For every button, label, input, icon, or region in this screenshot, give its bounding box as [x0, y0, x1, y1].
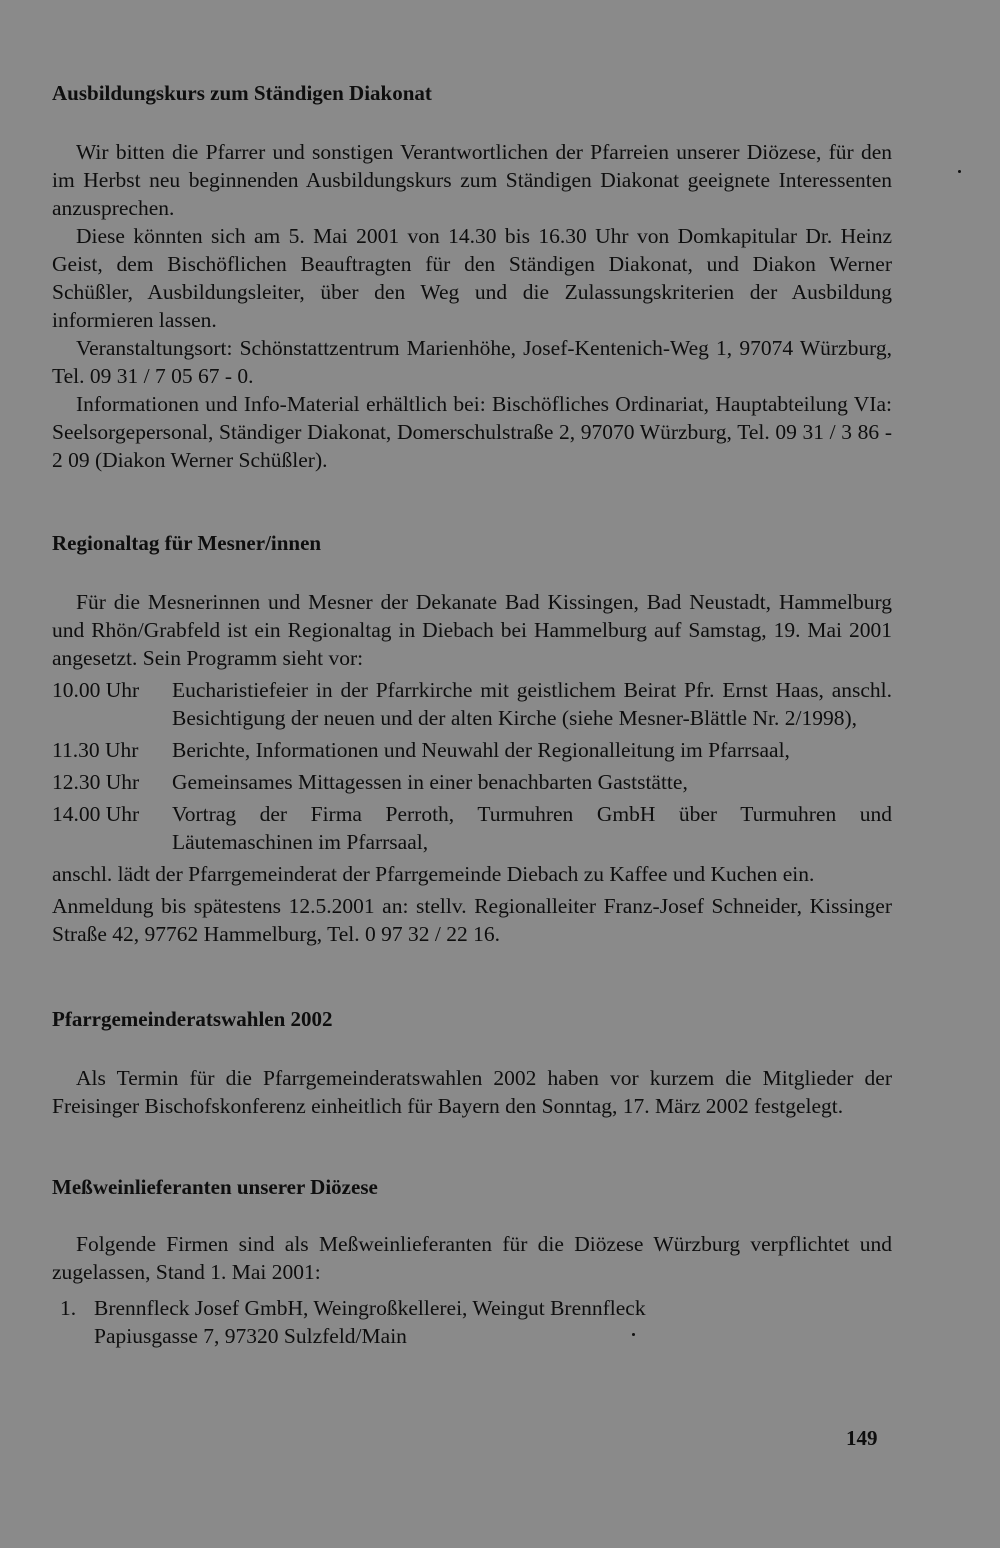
paragraph: Für die Mesnerinnen und Mesner der Dekanate Bad Kissingen, Bad Neustadt, Hammelburg und Rhön/Grabfeld ist ein Regionaltag in Diebach bei Hammelburg auf Samstag, 19. Mai 2001 angesetzt. Sein Programm sieht vor:	[52, 590, 892, 670]
section-diakonat	[52, 78, 892, 474]
paragraph: Als Termin für die Pfarrgemeinderatswahlen 2002 haben vor kurzem die Mitglieder der Freisinger Bischofskonferenz einheitlich für Bayern den Sonntag, 17. März 2002 festgelegt.	[52, 1066, 892, 1118]
section-heading: Pfarrgemeinderatswahlen 2002	[52, 1007, 333, 1031]
list-line: Papiusgasse 7, 97320 Sulzfeld/Main	[94, 1324, 407, 1348]
section-heading: Meßweinlieferanten unserer Diözese	[52, 1175, 378, 1199]
document-page	[52, 78, 892, 1350]
paragraph: Veranstaltungsort: Schönstattzentrum Marienhöhe, Josef-Kentenich-Weg 1, 97074 Würzburg, Tel. 09 31 / 7 05 67 - 0.	[52, 336, 892, 388]
schedule-row	[52, 736, 892, 764]
speck-mark	[958, 170, 961, 173]
page-number: 149	[846, 1426, 878, 1450]
schedule-text: Gemeinsames Mittagessen in einer benachbarten Gaststätte,	[172, 770, 688, 794]
section-heading: Ausbildungskurs zum Ständigen Diakonat	[52, 81, 432, 105]
schedule-time: 11.30 Uhr	[52, 738, 139, 762]
schedule-time: 12.30 Uhr	[52, 770, 140, 794]
schedule-text: Eucharistiefeier in der Pfarrkirche mit geistlichem Beirat Pfr. Ernst Haas, anschl. Besichtigung der neuen und der alten Kirche (siehe Mesner-Blättle Nr. 2/1998),	[172, 678, 892, 730]
speck-mark	[632, 1333, 635, 1336]
schedule-text: Vortrag der Firma Perroth, Turmuhren GmbH über Turmuhren und Läutemaschinen im Pfarrsaal,	[172, 802, 892, 854]
section-regionaltag	[52, 528, 892, 948]
paragraph: Folgende Firmen sind als Meßweinlieferanten für die Diözese Würzburg verpflichtet und zugelassen, Stand 1. Mai 2001:	[52, 1232, 892, 1284]
schedule-row	[52, 676, 892, 732]
schedule-text: Berichte, Informationen und Neuwahl der Regionalleitung im Pfarrsaal,	[172, 738, 790, 762]
paragraph: Anmeldung bis spätestens 12.5.2001 an: stellv. Regionalleiter Franz-Josef Schneider, Kissinger Straße 42, 97762 Hammelburg, Tel. 0 97 32 / 22 16.	[52, 894, 892, 946]
schedule-time: 14.00 Uhr	[52, 802, 140, 826]
section-messwein	[52, 1172, 892, 1350]
section-heading: Regionaltag für Mesner/innen	[52, 531, 322, 555]
schedule-time: 10.00 Uhr	[52, 678, 140, 702]
schedule-row	[52, 800, 892, 856]
list-line: Brennfleck Josef GmbH, Weingroßkellerei, Weingut Brennfleck	[94, 1296, 646, 1320]
paragraph: Informationen und Info-Material erhältlich bei: Bischöfliches Ordinariat, Hauptabteilung VIa: Seelsorgepersonal, Ständiger Diakonat, Domerschulstraße 2, 97070 Würzburg, Tel. 09 31 / 3 86 - 2 09 (Diakon Werner Schüßler).	[52, 392, 892, 472]
list-number: 1.	[60, 1296, 77, 1320]
schedule-row	[52, 768, 892, 796]
paragraph: Diese könnten sich am 5. Mai 2001 von 14.30 bis 16.30 Uhr von Domkapitular Dr. Heinz Geist, dem Bischöflichen Beauftragten für den Ständigen Diakonat, und Diakon Werner Schüßler, Ausbildungsleiter, über den Weg und die Zulassungskriterien der Ausbildung informieren lassen.	[52, 224, 892, 332]
paragraph: anschl. lädt der Pfarrgemeinderat der Pfarrgemeinde Diebach zu Kaffee und Kuchen ein.	[52, 862, 815, 886]
section-pgr-wahlen	[52, 1004, 892, 1120]
list-item	[52, 1294, 892, 1350]
paragraph: Wir bitten die Pfarrer und sonstigen Verantwortlichen der Pfarreien unserer Diözese, für den im Herbst neu beginnenden Ausbildungskurs zum Ständigen Diakonat geeignete Interessenten anzusprechen.	[52, 140, 892, 220]
